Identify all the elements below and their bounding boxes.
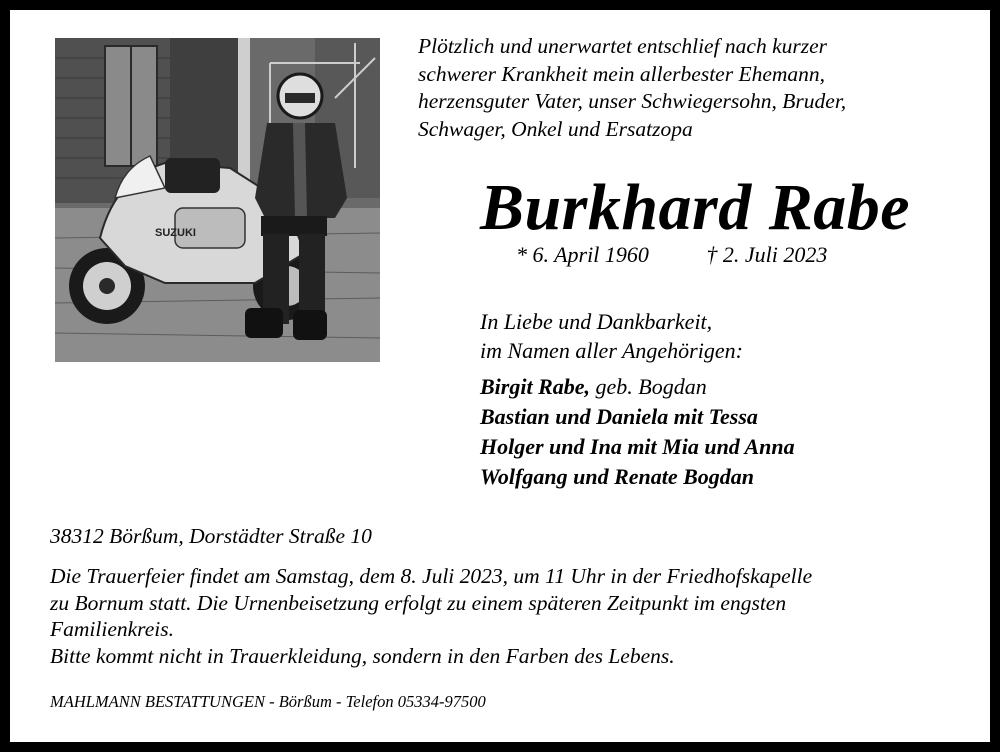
motorcycle-brand-label: SUZUKI bbox=[155, 227, 196, 239]
intro-line: schwerer Krankheit mein allerbester Ehemann, bbox=[418, 61, 826, 86]
life-dates bbox=[516, 240, 827, 270]
thanks-text bbox=[480, 307, 743, 365]
obituary-notice bbox=[10, 10, 990, 742]
intro-text bbox=[418, 33, 956, 143]
family-list bbox=[480, 372, 795, 492]
photo-illustration bbox=[55, 38, 380, 362]
intro-line: Plötzlich und unerwartet entschlief nach kurzer bbox=[418, 34, 828, 58]
family-member: Bastian und Daniela mit Tessa bbox=[480, 404, 758, 429]
widow-name: Birgit Rabe, bbox=[480, 374, 591, 399]
service-line: Bitte kommt nicht in Trauerkleidung, sondern in den Farben des Lebens. bbox=[50, 643, 675, 668]
photo-man-with-motorcycle bbox=[55, 38, 380, 362]
deceased-name: Burkhard Rabe bbox=[479, 171, 911, 244]
funeral-home-footer: MAHLMANN BESTATTUNGEN - Börßum - Telefon 05334-97500 bbox=[50, 692, 486, 711]
thanks-line: In Liebe und Dankbarkeit, bbox=[480, 309, 713, 334]
death-date: † 2. Juli 2023 bbox=[706, 242, 828, 267]
service-line: Die Trauerfeier findet am Samstag, dem 8. Juli 2023, um 11 Uhr in der Friedhofskapelle bbox=[50, 564, 813, 588]
intro-line: Schwager, Onkel und Ersatzopa bbox=[418, 116, 693, 141]
address: 38312 Börßum, Dorstädter Straße 10 bbox=[50, 524, 372, 548]
birth-date: * 6. April 1960 bbox=[516, 242, 649, 267]
funeral-service-text bbox=[50, 563, 970, 669]
family-member: Wolfgang und Renate Bogdan bbox=[480, 464, 755, 489]
widow-birth-name: geb. Bogdan bbox=[595, 374, 707, 399]
service-line: zu Bornum statt. Die Urnenbeisetzung erfolgt zu einem späteren Zeitpunkt im engsten bbox=[50, 590, 787, 615]
family-line-widow bbox=[480, 372, 795, 402]
thanks-line: im Namen aller Angehörigen: bbox=[480, 338, 743, 363]
family-member: Holger und Ina mit Mia und Anna bbox=[480, 434, 795, 459]
intro-line: herzensguter Vater, unser Schwiegersohn, Bruder, bbox=[418, 89, 847, 113]
service-line: Familienkreis. bbox=[50, 617, 174, 641]
